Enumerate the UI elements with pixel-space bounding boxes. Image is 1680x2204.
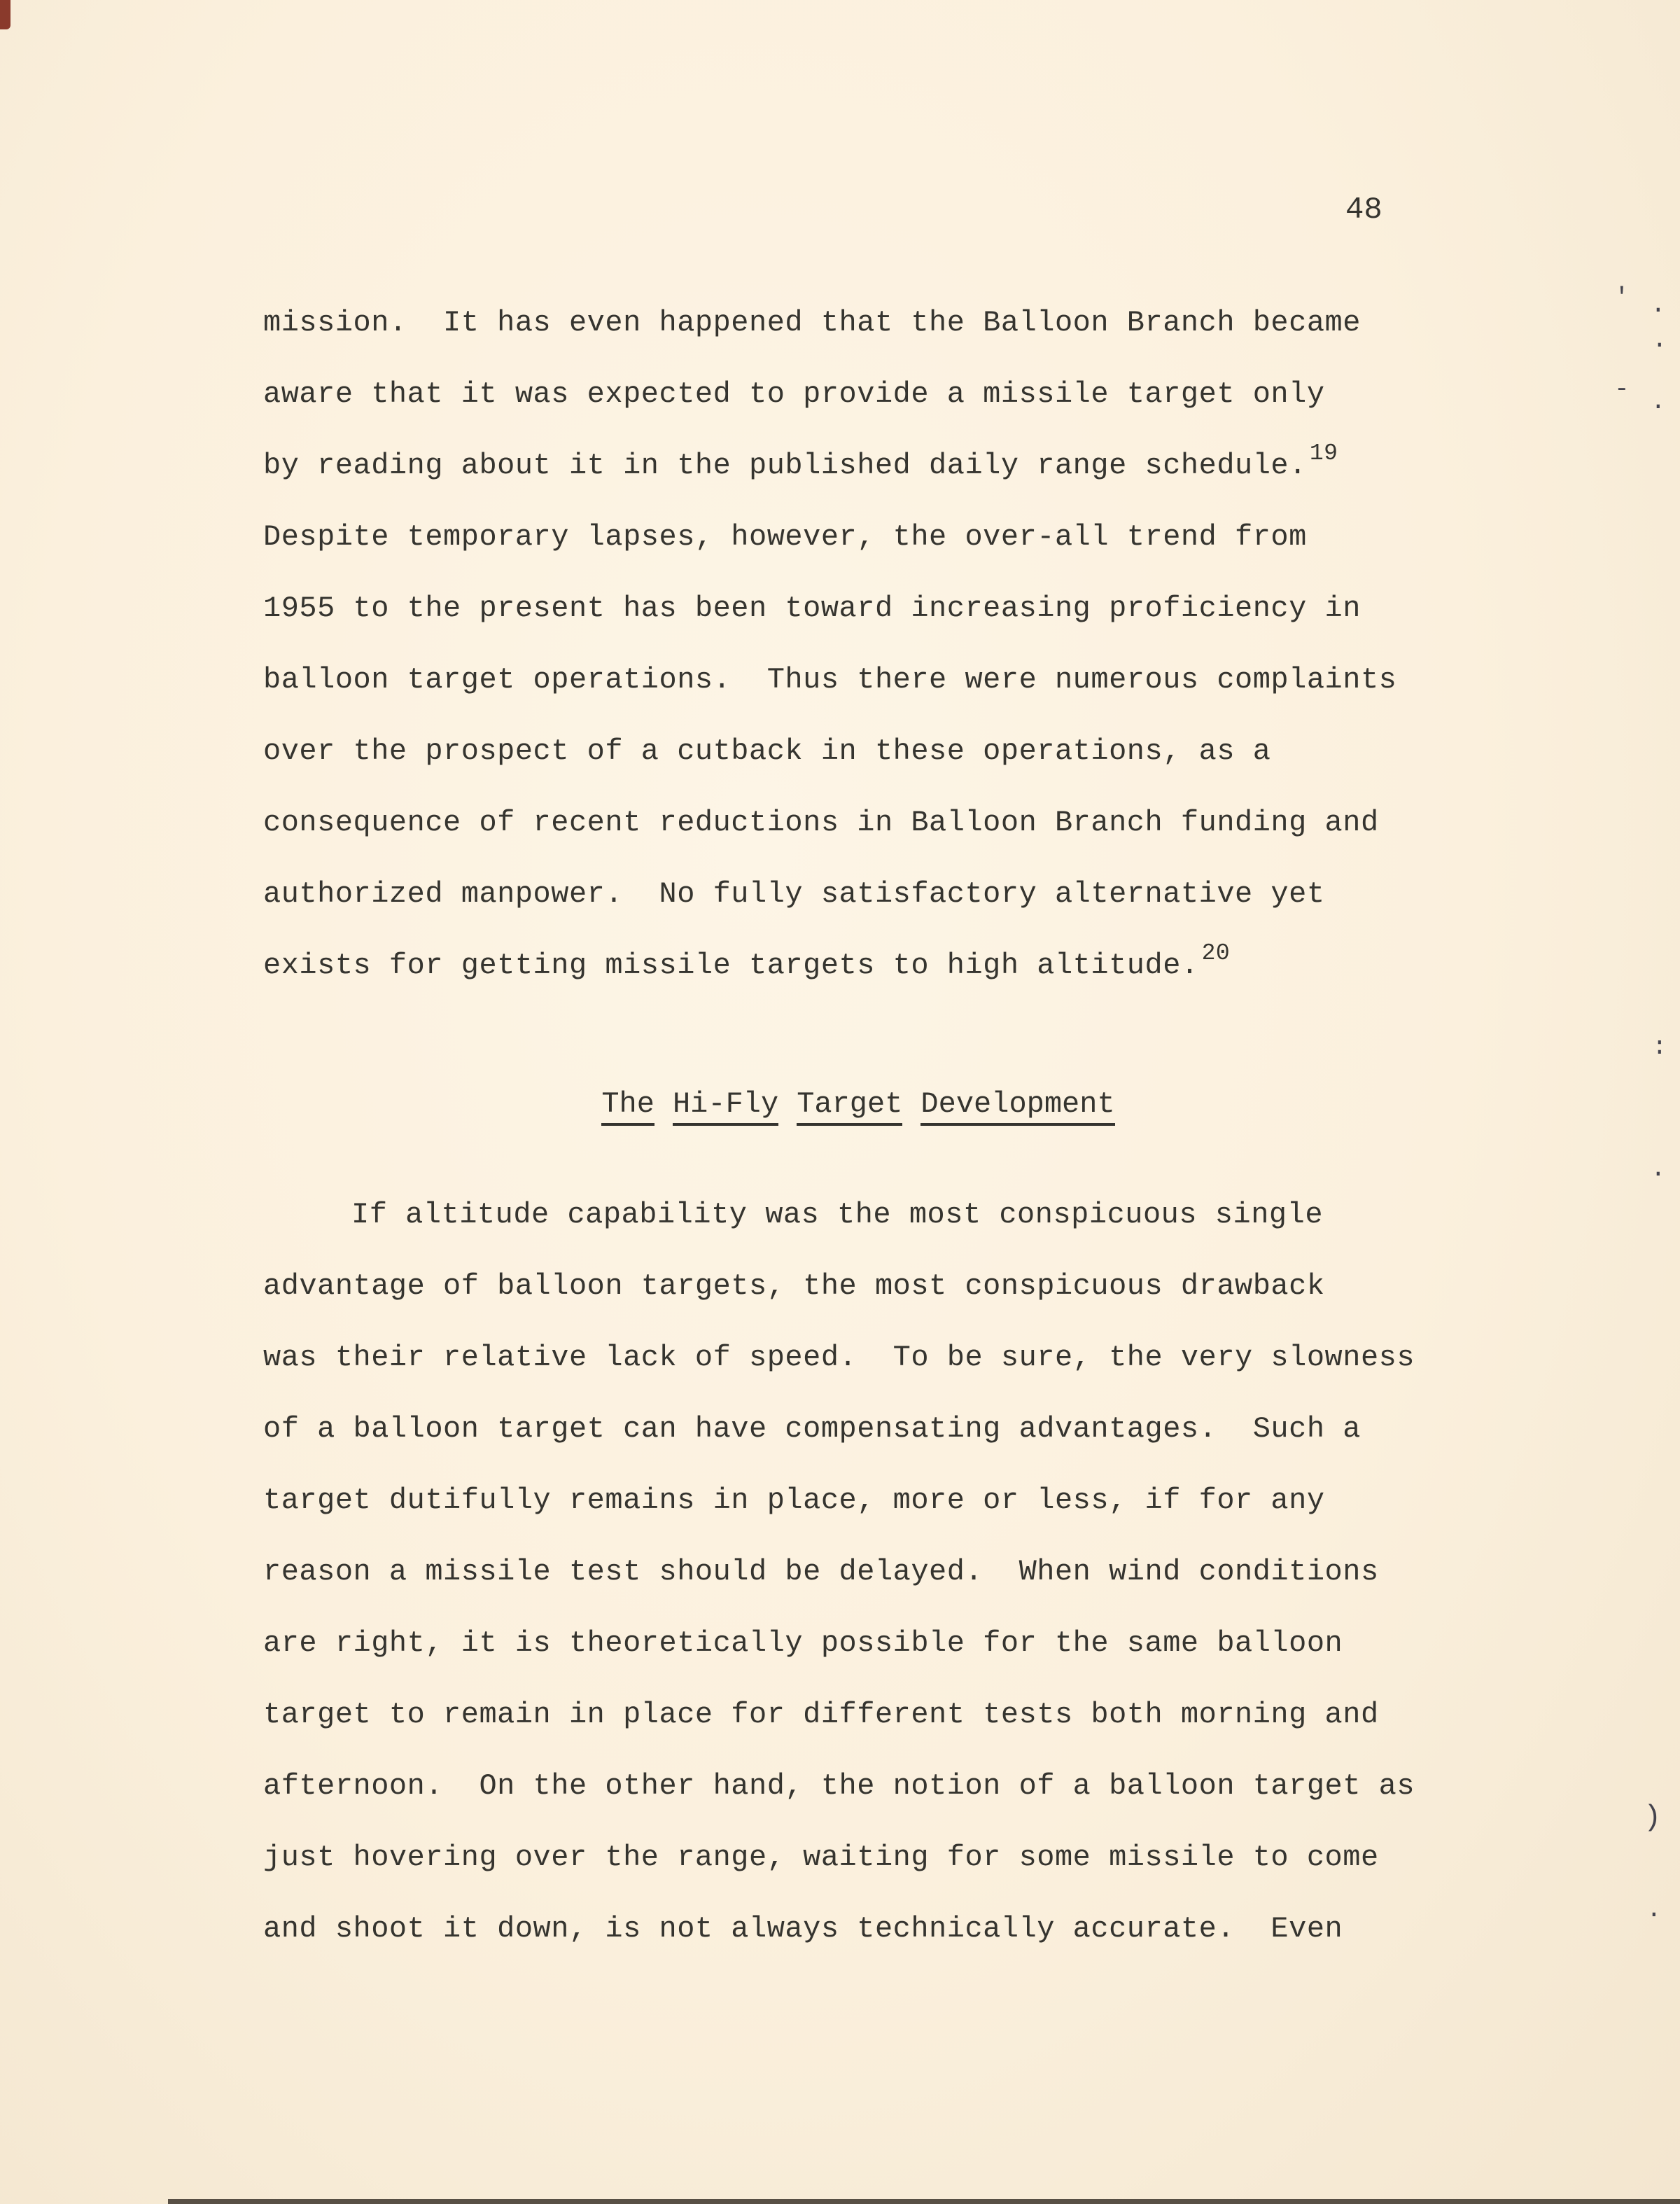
footnote-ref-19: 19 [1309,440,1338,466]
text-line: are right, it is theoretically possible for the same balloon [263,1626,1343,1660]
text-line-text: by reading about it in the published daily range schedule. [263,449,1307,482]
text-line: target to remain in place for different tests both morning and [263,1698,1379,1731]
text-line: was their relative lack of speed. To be sure, the very slowness [263,1341,1415,1374]
scan-speck: ) [1644,1801,1662,1834]
text-line: balloon target operations. Thus there were numerous complaints [263,663,1397,697]
text-line: advantage of balloon targets, the most conspicuous drawback [263,1269,1325,1303]
section-heading-word: Target [797,1087,902,1126]
section-heading [263,1068,1453,1140]
text-line: of a balloon target can have compensating advantages. Such a [263,1412,1361,1446]
scan-speck: ' [1614,284,1630,312]
page-content [263,287,1453,1965]
scan-corner-mark [0,0,10,29]
section-heading-word: Hi-Fly [673,1087,778,1126]
text-line: reason a missile test should be delayed. When wind conditions [263,1555,1379,1589]
scan-speck: . [1651,387,1666,416]
text-line: and shoot it down, is not always technically accurate. Even [263,1912,1343,1946]
paragraph-1 [263,287,1453,1001]
text-line: just hovering over the range, waiting for some missile to come [263,1841,1379,1874]
text-line: target dutifully remains in place, more or less, if for any [263,1484,1325,1517]
text-line: If altitude capability was the most conspicuous single [351,1198,1324,1232]
footnote-ref-20: 20 [1201,940,1231,966]
section-heading-word: Development [920,1087,1114,1126]
text-line [263,930,1453,1001]
scan-speck: . [1652,326,1667,354]
scan-speck: . [1651,1155,1666,1183]
scan-bottom-edge [168,2199,1680,2204]
scan-speck: . [1651,291,1666,319]
text-line: over the prospect of a cutback in these operations, as a [263,734,1271,768]
text-line: authorized manpower. No fully satisfactory alternative yet [263,877,1325,911]
text-line: mission. It has even happened that the Balloon Branch became [263,306,1361,340]
scan-speck: : [1652,1033,1667,1061]
paragraph-2 [263,1179,1453,1965]
text-line: Despite temporary lapses, however, the over-all trend from [263,520,1307,554]
text-line: afternoon. On the other hand, the notion of a balloon target as [263,1769,1415,1803]
page-number: 48 [1345,193,1382,228]
scan-speck: - [1614,375,1630,403]
text-line-text: exists for getting missile targets to high altitude. [263,949,1199,982]
text-line [263,430,1453,501]
text-line: aware that it was expected to provide a missile target only [263,377,1325,411]
section-heading-word: The [601,1087,654,1126]
scan-speck: . [1646,1895,1662,1924]
text-line: 1955 to the present has been toward increasing proficiency in [263,592,1361,625]
text-line: consequence of recent reductions in Balloon Branch funding and [263,806,1379,839]
